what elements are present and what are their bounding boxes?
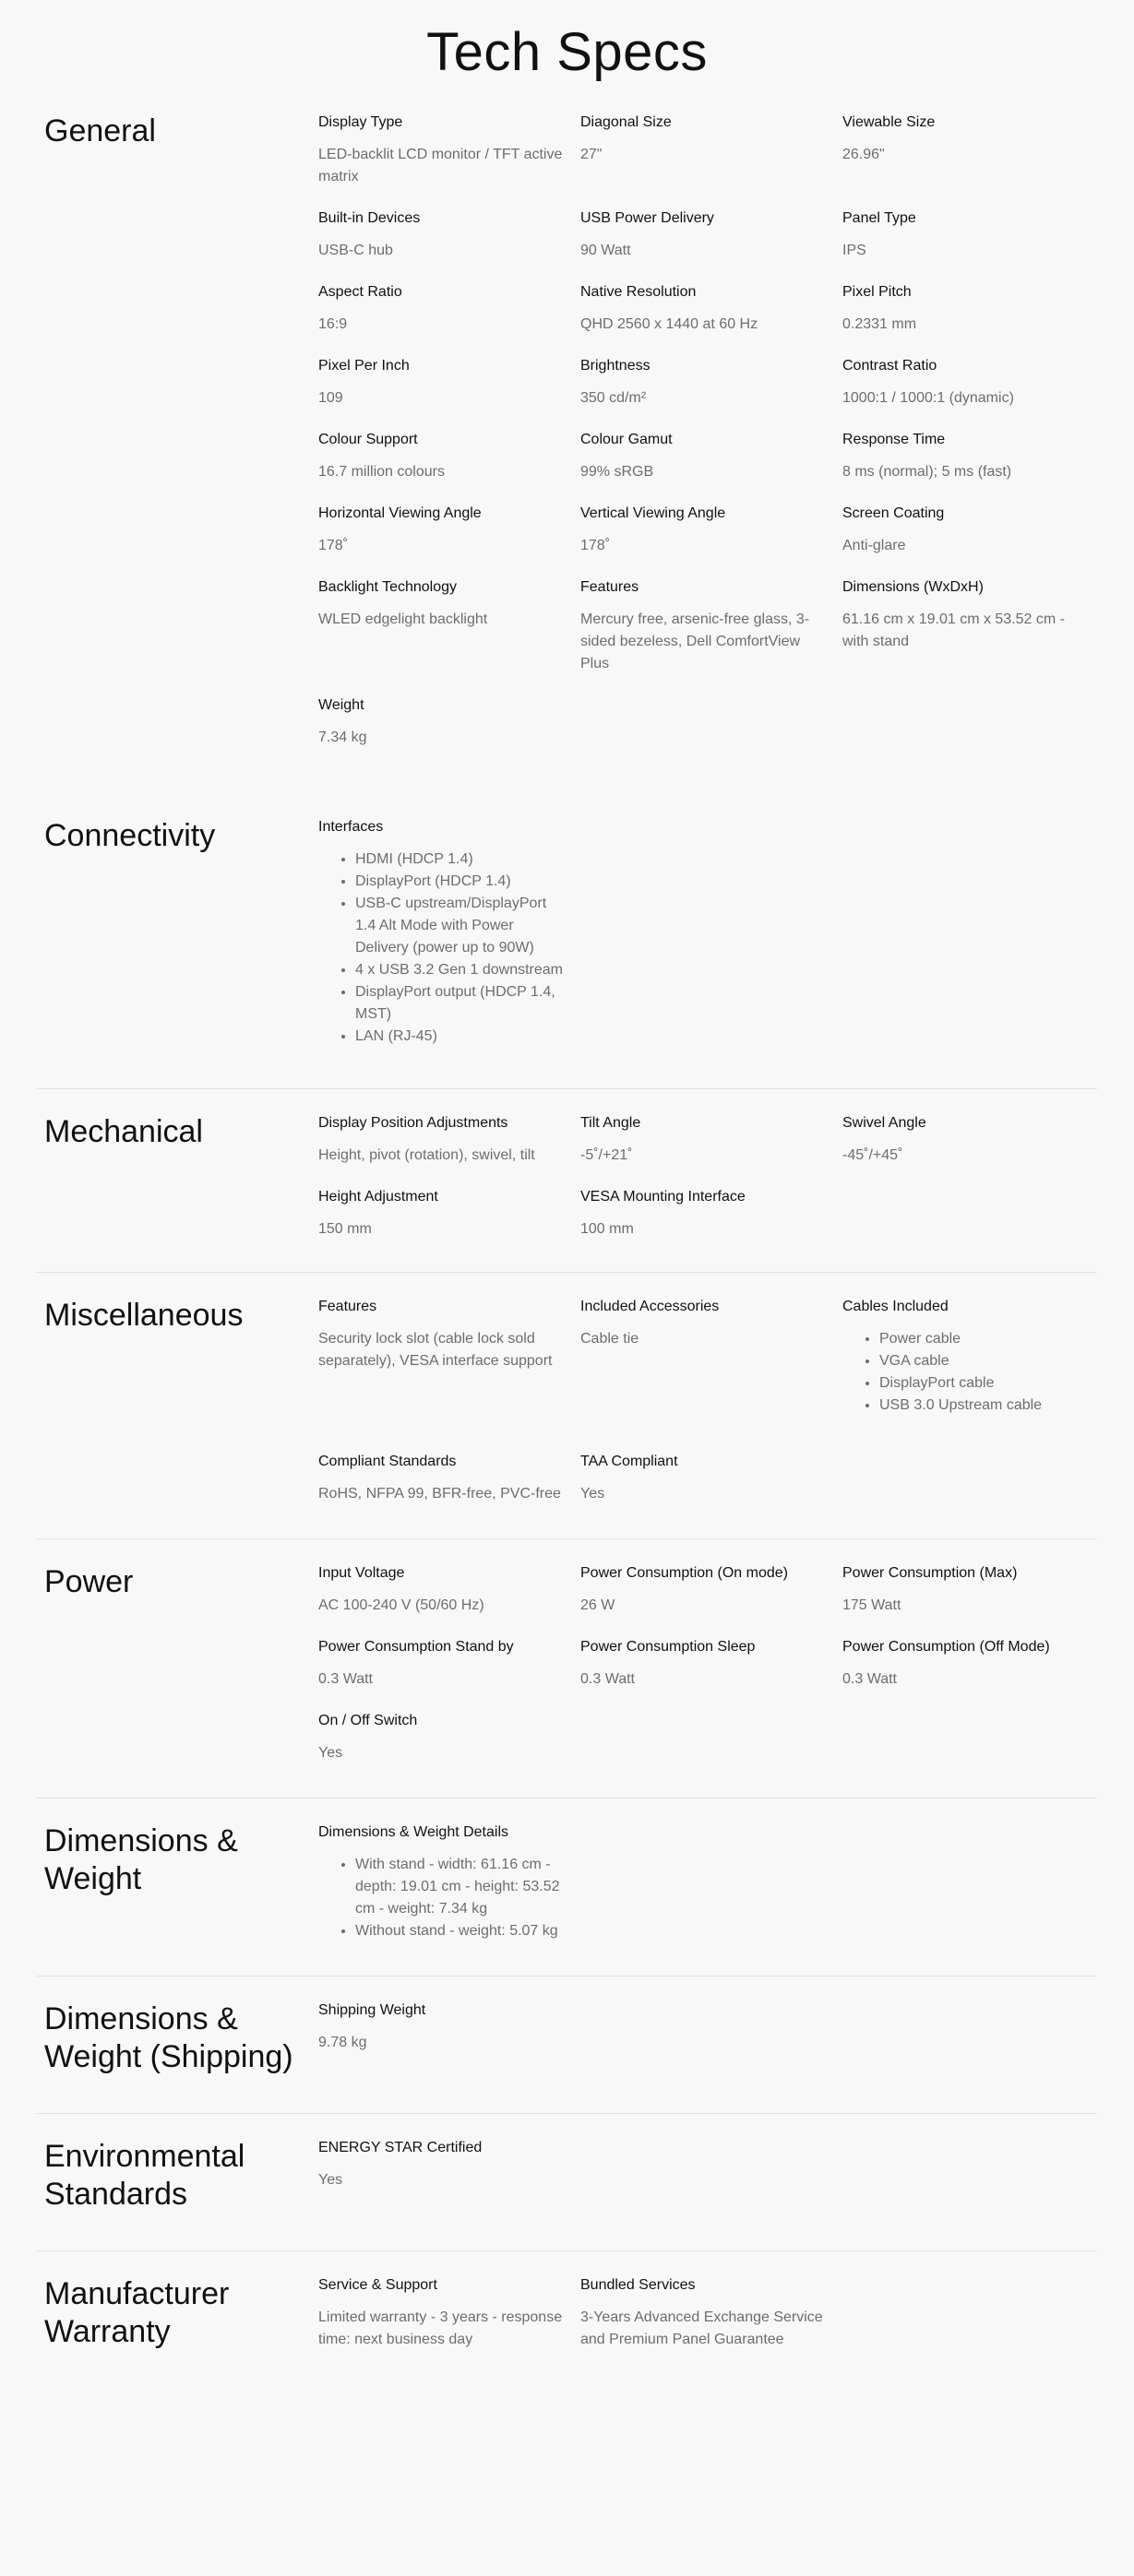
- spec-value-list-item: • 4 x USB 3.2 Gen 1 downstream: [355, 959, 564, 981]
- spec-label: Native Resolution: [580, 284, 697, 300]
- spec-label: Brightness: [580, 358, 651, 374]
- spec-item-colour-gamut: [580, 430, 842, 483]
- spec-value: 99% sRGB: [580, 464, 654, 480]
- spec-value: 0.2331 mm: [842, 316, 917, 332]
- spec-item-tilt-angle: [580, 1113, 842, 1167]
- spec-label: Interfaces: [318, 819, 384, 835]
- spec-item-native-resolution: [580, 282, 842, 336]
- spec-item-colour-support: [318, 430, 580, 483]
- spec-value: Yes: [318, 1745, 343, 1761]
- spec-label: Pixel Pitch: [842, 284, 912, 300]
- spec-label: Screen Coating: [842, 505, 945, 521]
- spec-value: USB-C hub: [318, 243, 393, 258]
- section-heading: Manufacturer Warranty: [44, 2276, 230, 2349]
- spec-item-weight: [318, 695, 580, 749]
- spec-section-connectivity: [37, 786, 1097, 1088]
- spec-label: Response Time: [842, 432, 946, 447]
- spec-label: Dimensions (WxDxH): [842, 579, 984, 595]
- spec-label: Display Type: [318, 114, 403, 130]
- spec-value: RoHS, NFPA 99, BFR-free, PVC-free: [318, 1486, 561, 1502]
- spec-value: 1000:1 / 1000:1 (dynamic): [842, 390, 1014, 406]
- spec-item-display-position-adjustments: [318, 1113, 580, 1167]
- spec-value: 26 W: [580, 1597, 615, 1613]
- section-heading: General: [44, 113, 156, 148]
- spec-value: 61.16 cm x 19.01 cm x 53.52 cm - with stand: [842, 611, 1065, 649]
- spec-value: 0.3 Watt: [318, 1671, 373, 1687]
- spec-grid: [318, 817, 1104, 1048]
- spec-item-dimensions-wxdxh: [842, 577, 1104, 675]
- spec-label: ENERGY STAR Certified: [318, 2140, 483, 2155]
- spec-item-diagonal-size: [580, 113, 842, 188]
- spec-sections: [0, 100, 1134, 2369]
- spec-value: IPS: [842, 243, 866, 258]
- spec-label: Cables Included: [842, 1299, 949, 1314]
- spec-item-contrast-ratio: [842, 356, 1104, 410]
- spec-section-manufacturer-warranty: [37, 2250, 1097, 2369]
- spec-label: Backlight Technology: [318, 579, 458, 595]
- spec-label: Power Consumption (Off Mode): [842, 1639, 1050, 1655]
- spec-item-brightness: [580, 356, 842, 410]
- spec-label: Built-in Devices: [318, 210, 421, 226]
- spec-value-list: [318, 849, 564, 1048]
- spec-grid: [318, 2000, 1104, 2076]
- spec-value: 350 cd/m²: [580, 390, 647, 406]
- spec-label: Shipping Weight: [318, 2002, 426, 2018]
- spec-section-general: [37, 100, 1097, 786]
- spec-value: 0.3 Watt: [580, 1671, 635, 1687]
- spec-section-environmental-standards: [37, 2113, 1097, 2250]
- spec-item-compliant-standards: [318, 1452, 580, 1505]
- spec-grid: [318, 2275, 1104, 2351]
- spec-item-power-consumption-stand-by: [318, 1637, 580, 1691]
- spec-item-on-off-switch: [318, 1711, 580, 1764]
- spec-section-miscellaneous: [37, 1272, 1097, 1538]
- spec-grid: [318, 1297, 1104, 1505]
- spec-label: On / Off Switch: [318, 1713, 418, 1728]
- spec-item-cables-included: [842, 1297, 1104, 1417]
- spec-value: AC 100-240 V (50/60 Hz): [318, 1597, 484, 1613]
- spec-item-aspect-ratio: [318, 282, 580, 336]
- spec-value-list-item: • With stand - width: 61.16 cm - depth: 19.01 cm - height: 53.52 cm - weight: 7.34 kg: [355, 1854, 564, 1920]
- spec-value: 9.78 kg: [318, 2035, 367, 2050]
- spec-item-screen-coating: [842, 504, 1104, 557]
- spec-value: QHD 2560 x 1440 at 60 Hz: [580, 316, 758, 332]
- spec-label: Included Accessories: [580, 1299, 720, 1314]
- spec-value-list-item: • DisplayPort output (HDCP 1.4, MST): [355, 981, 564, 1026]
- spec-label: Pixel Per Inch: [318, 358, 410, 374]
- spec-value: 175 Watt: [842, 1597, 901, 1613]
- section-heading: Mechanical: [44, 1114, 203, 1149]
- spec-value: 178˚: [580, 538, 611, 553]
- spec-label: Compliant Standards: [318, 1454, 457, 1469]
- spec-label: Power Consumption (On mode): [580, 1565, 788, 1581]
- spec-item-bundled-services: [580, 2275, 842, 2351]
- spec-value: -45˚/+45˚: [842, 1147, 903, 1163]
- spec-grid: [318, 1822, 1104, 1942]
- spec-section-power: [37, 1538, 1097, 1798]
- spec-value: 16.7 million colours: [318, 464, 445, 480]
- spec-value: Yes: [580, 1486, 605, 1502]
- spec-label: Contrast Ratio: [842, 358, 937, 374]
- spec-item-included-accessories: [580, 1297, 842, 1417]
- spec-item-shipping-weight: [318, 2000, 580, 2054]
- spec-label: Colour Gamut: [580, 432, 673, 447]
- spec-item-power-consumption-on-mode: [580, 1563, 842, 1617]
- spec-label: Display Position Adjustments: [318, 1115, 508, 1131]
- spec-item-horizontal-viewing-angle: [318, 504, 580, 557]
- spec-item-features: [580, 577, 842, 675]
- spec-label: Bundled Services: [580, 2277, 696, 2293]
- spec-item-service-and-support: [318, 2275, 580, 2351]
- spec-item-interfaces: [318, 817, 580, 1048]
- spec-grid: [318, 2138, 1104, 2214]
- spec-item-features: [318, 1297, 580, 1417]
- spec-value: Limited warranty - 3 years - response time: next business day: [318, 2309, 563, 2347]
- spec-value-list-item: • Power cable: [879, 1328, 1088, 1350]
- spec-label: Diagonal Size: [580, 114, 672, 130]
- spec-value-list-item: • VGA cable: [879, 1350, 1088, 1372]
- spec-label: Colour Support: [318, 432, 418, 447]
- spec-label: Vertical Viewing Angle: [580, 505, 726, 521]
- spec-item-usb-power-delivery: [580, 208, 842, 262]
- spec-section-dimensions-and-weight-shipping: [37, 1976, 1097, 2113]
- spec-item-panel-type: [842, 208, 1104, 262]
- spec-label: Viewable Size: [842, 114, 936, 130]
- page-title: Tech Specs: [426, 22, 708, 82]
- spec-item-response-time: [842, 430, 1104, 483]
- spec-value-list-item: • LAN (RJ-45): [355, 1026, 564, 1048]
- spec-value: 3-Years Advanced Exchange Service and Premium Panel Guarantee: [580, 2309, 823, 2347]
- spec-value-list-item: • HDMI (HDCP 1.4): [355, 849, 564, 871]
- spec-label: Height Adjustment: [318, 1189, 438, 1205]
- spec-label: Features: [580, 579, 639, 595]
- spec-value-list-item: • Without stand - weight: 5.07 kg: [355, 1920, 564, 1942]
- spec-value: 100 mm: [580, 1221, 634, 1237]
- spec-value: 109: [318, 390, 343, 406]
- spec-label: Aspect Ratio: [318, 284, 402, 300]
- spec-value: Anti-glare: [842, 538, 906, 553]
- spec-item-pixel-pitch: [842, 282, 1104, 336]
- spec-grid: [318, 1563, 1104, 1764]
- spec-value-list: [318, 1854, 564, 1942]
- spec-value: 178˚: [318, 538, 349, 553]
- spec-label: Swivel Angle: [842, 1115, 926, 1131]
- spec-value-list-item: • DisplayPort cable: [879, 1372, 1088, 1395]
- spec-value: Cable tie: [580, 1331, 639, 1347]
- spec-section-mechanical: [37, 1088, 1097, 1272]
- spec-item-pixel-per-inch: [318, 356, 580, 410]
- spec-value: WLED edgelight backlight: [318, 611, 488, 627]
- spec-item-swivel-angle: [842, 1113, 1104, 1167]
- spec-value-list-item: • USB 3.0 Upstream cable: [879, 1395, 1088, 1417]
- spec-item-height-adjustment: [318, 1187, 580, 1241]
- spec-item-taa-compliant: [580, 1452, 842, 1505]
- spec-item-viewable-size: [842, 113, 1104, 188]
- section-heading: Miscellaneous: [44, 1298, 244, 1333]
- spec-item-backlight-technology: [318, 577, 580, 675]
- spec-grid: [318, 1113, 1104, 1241]
- spec-value: 90 Watt: [580, 243, 631, 258]
- spec-value-list-item: • DisplayPort (HDCP 1.4): [355, 871, 564, 893]
- spec-value-list: [842, 1328, 1088, 1417]
- spec-value: 8 ms (normal); 5 ms (fast): [842, 464, 1012, 480]
- spec-value: -5˚/+21˚: [580, 1147, 633, 1163]
- spec-value: Mercury free, arsenic-free glass, 3-sided bezeless, Dell ComfortView Plus: [580, 611, 810, 671]
- spec-label: Weight: [318, 697, 364, 713]
- spec-value: Yes: [318, 2172, 343, 2188]
- spec-item-display-type: [318, 113, 580, 188]
- spec-item-energy-star-certified: [318, 2138, 580, 2191]
- spec-value: 0.3 Watt: [842, 1671, 897, 1687]
- section-heading: Environmental Standards: [44, 2139, 245, 2212]
- section-heading: Dimensions & Weight: [44, 1823, 238, 1896]
- spec-label: VESA Mounting Interface: [580, 1189, 746, 1205]
- spec-label: Power Consumption Sleep: [580, 1639, 756, 1655]
- spec-item-dimensions-and-weight-details: [318, 1822, 580, 1942]
- spec-label: USB Power Delivery: [580, 210, 714, 226]
- spec-value: 27": [580, 147, 603, 162]
- spec-label: Features: [318, 1299, 377, 1314]
- spec-label: TAA Compliant: [580, 1454, 678, 1469]
- spec-section-dimensions-and-weight: [37, 1798, 1097, 1976]
- spec-label: Power Consumption Stand by: [318, 1639, 514, 1655]
- section-heading: Dimensions & Weight (Shipping): [44, 2001, 293, 2074]
- spec-label: Power Consumption (Max): [842, 1565, 1018, 1581]
- spec-label: Service & Support: [318, 2277, 437, 2293]
- spec-item-built-in-devices: [318, 208, 580, 262]
- spec-item-vertical-viewing-angle: [580, 504, 842, 557]
- spec-item-vesa-mounting-interface: [580, 1187, 842, 1241]
- spec-label: Horizontal Viewing Angle: [318, 505, 482, 521]
- spec-value: 16:9: [318, 316, 348, 332]
- spec-value: 7.34 kg: [318, 730, 367, 745]
- spec-item-input-voltage: [318, 1563, 580, 1617]
- spec-value-list-item: • USB-C upstream/DisplayPort 1.4 Alt Mode with Power Delivery (power up to 90W): [355, 893, 564, 959]
- spec-value: Height, pivot (rotation), swivel, tilt: [318, 1147, 535, 1163]
- spec-label: Input Voltage: [318, 1565, 405, 1581]
- spec-value: Security lock slot (cable lock sold separately), VESA interface support: [318, 1331, 553, 1369]
- spec-value: 26.96": [842, 147, 885, 162]
- spec-item-power-consumption-sleep: [580, 1637, 842, 1691]
- spec-label: Panel Type: [842, 210, 916, 226]
- spec-label: Tilt Angle: [580, 1115, 641, 1131]
- spec-grid: [318, 113, 1104, 749]
- section-heading: Power: [44, 1564, 134, 1599]
- spec-item-power-consumption-max: [842, 1563, 1104, 1617]
- section-heading: Connectivity: [44, 818, 216, 853]
- spec-value: 150 mm: [318, 1221, 372, 1237]
- spec-item-power-consumption-off-mode: [842, 1637, 1104, 1691]
- spec-label: Dimensions & Weight Details: [318, 1824, 509, 1840]
- spec-value: LED-backlit LCD monitor / TFT active matrix: [318, 147, 563, 184]
